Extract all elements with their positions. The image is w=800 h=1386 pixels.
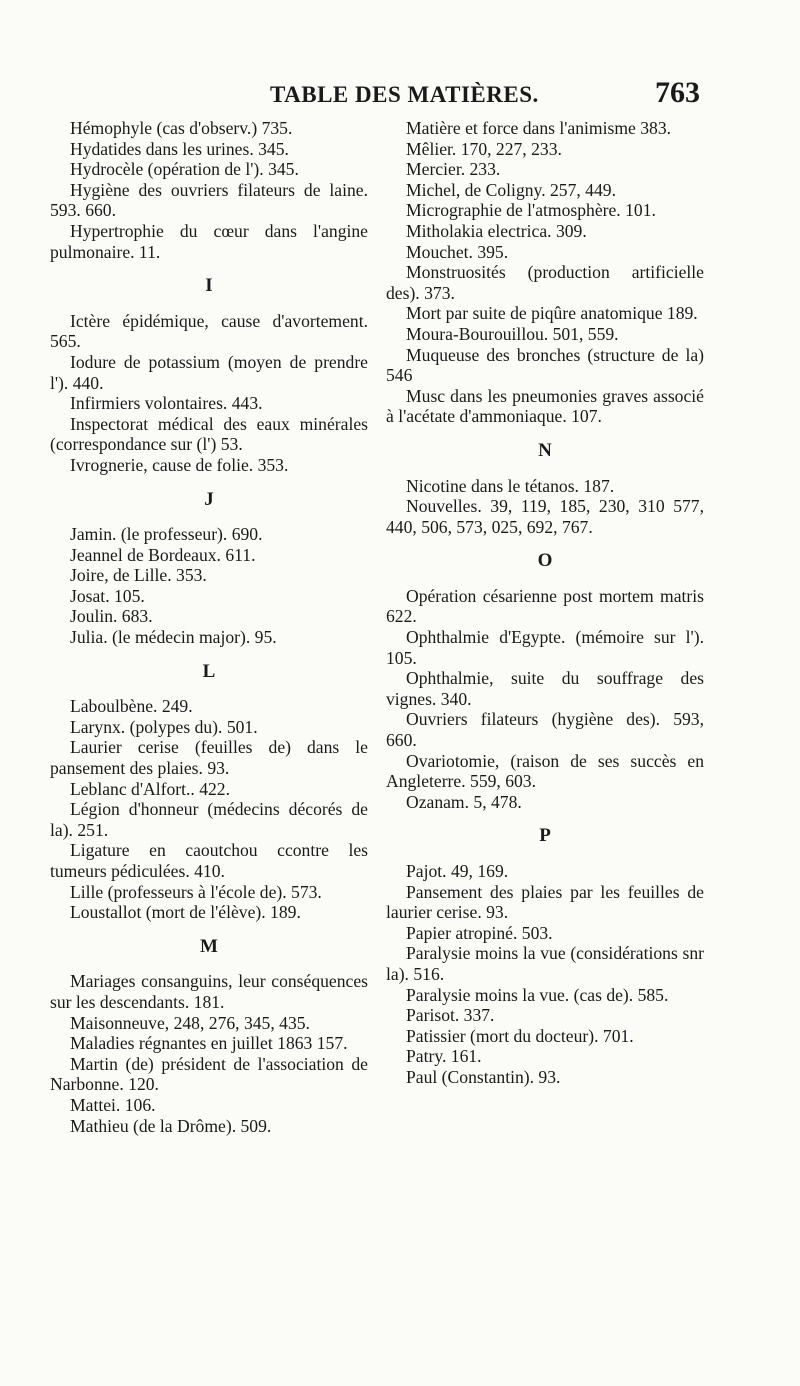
section-letter: L xyxy=(202,660,216,682)
section-letter: M xyxy=(200,935,218,957)
index-entry: Leblanc d'Alfort.. 422. xyxy=(70,778,231,799)
index-entry: Opération césarienne post mortem matris 622. xyxy=(386,585,704,627)
index-entry: Joulin. 683. xyxy=(70,606,153,627)
index-entry: Pansement des plaies par les feuilles de laurier cerise. 93. xyxy=(386,881,704,923)
index-entry: Matière et force dans l'animisme 383. xyxy=(406,118,672,138)
index-entry: Hydatides dans les urines. 345. xyxy=(70,138,289,159)
index-entry: Ophthalmie, suite du souffrage des vignes. 340. xyxy=(386,668,704,709)
index-entry: Légion d'honneur (médecins décorés de la). 251. xyxy=(50,799,368,840)
index-entry: Moura-Bourouillou. 501, 559. xyxy=(406,323,619,344)
index-entry: Jamin. (le professeur). 690. xyxy=(70,524,263,545)
index-entry: Martin (de) président de l'association de Narbonne. 120. xyxy=(50,1053,368,1095)
index-entry: Mêlier. 170, 227, 233. xyxy=(406,138,562,159)
left-column xyxy=(50,118,368,1136)
index-entry: Ozanam. 5, 478. xyxy=(406,791,522,812)
index-entry: Pajot. 49, 169. xyxy=(406,861,509,881)
index-entry: Mattei. 106. xyxy=(70,1094,156,1115)
index-entry: Ivrognerie, cause de folie. 353. xyxy=(70,454,289,475)
index-entry: Michel, de Coligny. 257, 449. xyxy=(406,179,616,200)
index-entry: Julia. (le médecin major). 95. xyxy=(70,627,277,648)
index-entry: Mariages consanguins, leur conséquences sur les descendants. 181. xyxy=(50,971,368,1012)
index-entry: Laboulbène. 249. xyxy=(70,696,193,717)
section-letter: P xyxy=(539,825,551,847)
index-entry: Hémophyle (cas d'observ.) 735. xyxy=(70,118,293,138)
running-title: TABLE DES MATIÈRES. xyxy=(270,82,539,107)
index-entry: Iodure de potassium (moyen de prendre l'). 440. xyxy=(50,351,368,393)
index-entry: Mitholakia electrica. 309. xyxy=(406,220,587,241)
index-entry: Nouvelles. 39, 119, 185, 230, 310 577, 440, 506, 573, 025, 692, 767. xyxy=(386,496,704,537)
index-entry: Mort par suite de piqûre anatomique 189. xyxy=(406,303,698,324)
index-entry: Muqueuse des bronches (structure de la) 546 xyxy=(386,344,704,386)
page-number: 763 xyxy=(655,76,700,109)
index-entry: Josat. 105. xyxy=(70,585,145,606)
index-entry: Hygiène des ouvriers filateurs de laine. 593. 660. xyxy=(50,179,368,221)
index-entry: Hypertrophie du cœur dans l'angine pulmonaire. 11. xyxy=(50,220,368,262)
index-entry: Laurier cerise (feuilles de) dans le pansement des plaies. 93. xyxy=(50,737,368,779)
section-letter: I xyxy=(205,275,213,297)
index-entry: Paralysie moins la vue (considérations snr la). 516. xyxy=(386,943,704,984)
index-entry: Ophthalmie d'Egypte. (mémoire sur l'). 105. xyxy=(386,627,704,668)
index-entry: Maladies régnantes en juillet 1863 157. xyxy=(70,1033,348,1054)
index-entry: Larynx. (polypes du). 501. xyxy=(70,716,258,737)
index-entry: Papier atropiné. 503. xyxy=(406,922,553,943)
index-entry: Jeannel de Bordeaux. 611. xyxy=(70,544,256,565)
index-entry: Paul (Constantin). 93. xyxy=(406,1066,561,1087)
index-entry: Maisonneuve, 248, 276, 345, 435. xyxy=(70,1012,310,1033)
index-entry: Patry. 161. xyxy=(406,1046,482,1067)
index-entry: Hydrocèle (opération de l'). 345. xyxy=(70,159,299,180)
index-entry: Mathieu (de la Drôme). 509. xyxy=(70,1115,272,1136)
section-letter: O xyxy=(537,550,553,572)
index-entry: Nicotine dans le tétanos. 187. xyxy=(406,475,615,496)
index-entry: Mercier. 233. xyxy=(406,159,501,180)
index-entry: Joire, de Lille. 353. xyxy=(70,565,207,586)
index-entry: Ictère épidémique, cause d'avortement. 565. xyxy=(50,310,368,352)
index-entry: Micrographie de l'atmosphère. 101. xyxy=(406,200,656,221)
index-entry: Ouvriers filateurs (hygiène des). 593, 660. xyxy=(386,709,704,751)
index-entry: Inspectorat médical des eaux minérales (correspondance sur (l') 53. xyxy=(50,413,368,455)
index-entry: Paralysie moins la vue. (cas de). 585. xyxy=(406,984,669,1005)
index-entry: Musc dans les pneumonies graves associé à l'acétate d'ammoniaque. 107. xyxy=(386,385,704,427)
index-entry: Mouchet. 395. xyxy=(406,241,509,262)
index-entry: Loustallot (mort de l'élève). 189. xyxy=(70,902,301,923)
index-entry: Ligature en caoutchou ccontre les tumeurs pédiculées. 410. xyxy=(50,840,368,881)
index-entry: Monstruosités (production artificielle des). 373. xyxy=(386,262,704,303)
right-column xyxy=(386,118,704,1088)
running-header xyxy=(48,78,700,112)
section-letter: J xyxy=(204,488,214,510)
section-letter: N xyxy=(538,439,552,461)
index-entry: Patissier (mort du docteur). 701. xyxy=(406,1025,634,1046)
index-entry: Infirmiers volontaires. 443. xyxy=(70,393,263,414)
index-entry: Ovariotomie, (raison de ses succès en Angleterre. 559, 603. xyxy=(386,750,704,792)
index-entry: Parisot. 337. xyxy=(406,1005,495,1026)
index-entry: Lille (professeurs à l'école de). 573. xyxy=(70,881,322,902)
